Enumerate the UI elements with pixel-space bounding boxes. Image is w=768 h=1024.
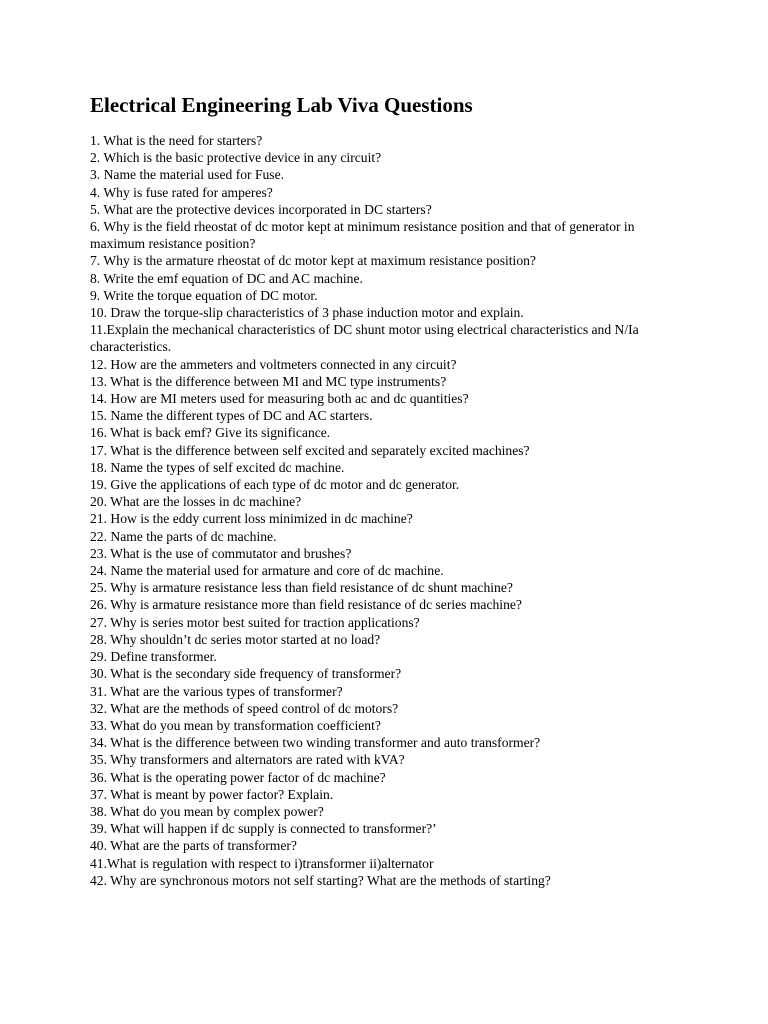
question-item: 30. What is the secondary side frequency of transformer?: [90, 666, 402, 682]
question-item: 14. How are MI meters used for measuring both ac and dc quantities?: [90, 391, 469, 407]
question-item: 25. Why is armature resistance less than field resistance of dc shunt machine?: [90, 580, 513, 596]
question-item: 12. How are the ammeters and voltmeters connected in any circuit?: [90, 356, 457, 372]
question-item: 40. What are the parts of transformer?: [90, 838, 297, 854]
question-item: 3. Name the material used for Fuse.: [90, 167, 285, 183]
question-item: 24. Name the material used for armature and core of dc machine.: [90, 563, 444, 579]
question-item: 7. Why is the armature rheostat of dc motor kept at maximum resistance position?: [90, 253, 536, 269]
question-item: 28. Why shouldn’t dc series motor started at no load?: [90, 631, 381, 647]
question-item: 42. Why are synchronous motors not self starting? What are the methods of starting?: [90, 872, 551, 888]
question-item: 19. Give the applications of each type of dc motor and dc generator.: [90, 477, 460, 493]
question-item: 41.What is regulation with respect to i)transformer ii)alternator: [90, 855, 434, 871]
question-item: 17. What is the difference between self excited and separately excited machines?: [90, 442, 530, 458]
question-item: 11.Explain the mechanical characteristics of DC shunt motor using electrical characteristics and N/Ia characteristics.: [90, 322, 639, 355]
question-item: 27. Why is series motor best suited for traction applications?: [90, 614, 420, 630]
question-item: 5. What are the protective devices incorporated in DC starters?: [90, 201, 432, 217]
document-title: Electrical Engineering Lab Viva Questions: [90, 93, 473, 117]
question-item: 15. Name the different types of DC and AC starters.: [90, 408, 373, 424]
question-item: 29. Define transformer.: [90, 649, 217, 665]
question-item: 31. What are the various types of transformer?: [90, 683, 343, 699]
question-item: 16. What is back emf? Give its significance.: [90, 425, 331, 441]
question-item: 10. Draw the torque-slip characteristics of 3 phase induction motor and explain.: [90, 305, 524, 321]
question-item: 2. Which is the basic protective device in any circuit?: [90, 150, 382, 166]
question-item: 18. Name the types of self excited dc machine.: [90, 459, 345, 475]
question-item: 22. Name the parts of dc machine.: [90, 528, 277, 544]
question-item: 37. What is meant by power factor? Explain.: [90, 786, 334, 802]
question-item: 1. What is the need for starters?: [90, 133, 263, 148]
question-item: 9. Write the torque equation of DC motor.: [90, 287, 318, 303]
question-item: 34. What is the difference between two winding transformer and auto transformer?: [90, 735, 541, 751]
question-item: 33. What do you mean by transformation coefficient?: [90, 717, 381, 733]
question-item: 20. What are the losses in dc machine?: [90, 494, 302, 510]
question-item: 38. What do you mean by complex power?: [90, 803, 324, 819]
question-item: 39. What will happen if dc supply is connected to transformer?’: [90, 821, 437, 837]
question-item: 13. What is the difference between MI and MC type instruments?: [90, 373, 447, 389]
question-item: 4. Why is fuse rated for amperes?: [90, 184, 273, 200]
question-list: [90, 132, 680, 889]
question-item: 6. Why is the field rheostat of dc motor kept at minimum resistance position and that of generator in maximum resistance position?: [90, 219, 635, 252]
question-item: 21. How is the eddy current loss minimized in dc machine?: [90, 511, 413, 527]
question-item: 8. Write the emf equation of DC and AC machine.: [90, 270, 363, 286]
question-item: 32. What are the methods of speed control of dc motors?: [90, 700, 399, 716]
question-item: 35. Why transformers and alternators are rated with kVA?: [90, 752, 405, 768]
question-item: 36. What is the operating power factor of dc machine?: [90, 769, 386, 785]
question-item: 26. Why is armature resistance more than field resistance of dc series machine?: [90, 597, 522, 613]
question-item: 23. What is the use of commutator and brushes?: [90, 545, 352, 561]
